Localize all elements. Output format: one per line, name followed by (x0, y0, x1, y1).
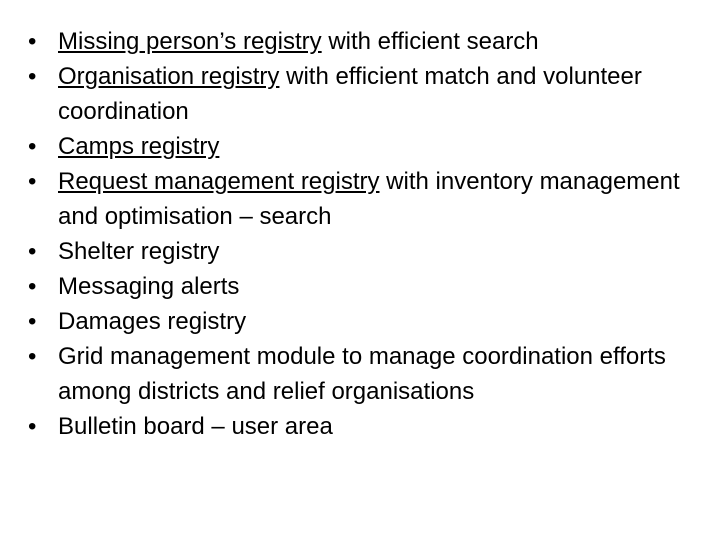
bullet-item-bulletin-board (28, 409, 708, 444)
bullet-text: with inventory management and optimisation – search (58, 168, 680, 230)
bullet-underlined-text: Camps registry (58, 133, 220, 160)
bullet-underlined-text: Missing person’s registry (58, 28, 322, 55)
bullet-underlined-text: Organisation registry (58, 63, 280, 90)
bullet-text: Grid management module to manage coordination efforts among districts and relief organisations (58, 343, 666, 405)
bullet-item-grid-management (28, 339, 708, 409)
bullet-item-damages (28, 304, 708, 339)
bullet-item-messaging (28, 269, 708, 304)
bullet-text: with efficient match and volunteer coordination (58, 63, 642, 125)
bullet-text: with efficient search (321, 28, 539, 55)
bullet-list (28, 24, 708, 444)
bullet-item-shelter (28, 234, 708, 269)
bullet-text: Messaging alerts (58, 273, 240, 300)
bullet-item-organisation (28, 59, 708, 129)
bullet-text: Shelter registry (58, 238, 220, 265)
bullet-underlined-text: Request management registry (58, 168, 380, 195)
bullet-item-missing-persons (28, 24, 708, 59)
bullet-item-camps (28, 129, 708, 164)
bullet-text: Bulletin board – user area (58, 413, 333, 440)
bullet-text: Damages registry (58, 308, 247, 335)
bullet-item-request-management (28, 164, 708, 234)
